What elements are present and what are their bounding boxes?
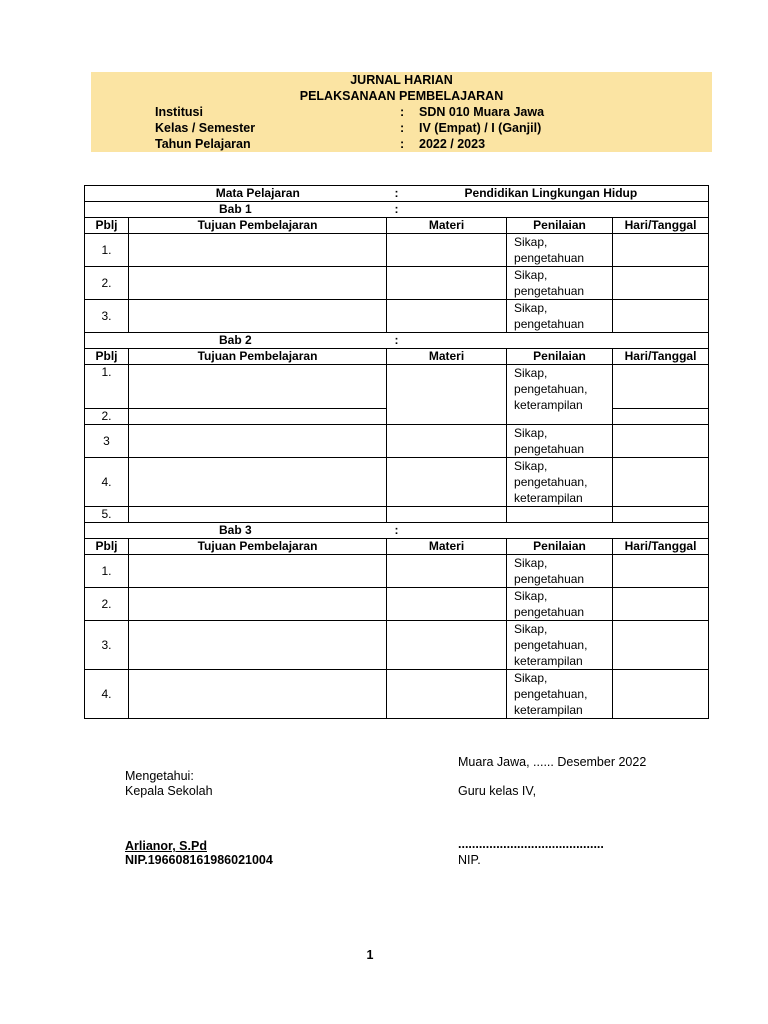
- row-number: 1.: [85, 555, 129, 588]
- penilaian-cell[interactable]: [507, 507, 613, 523]
- col-materi: Materi: [387, 218, 507, 234]
- penilaian-line: pengetahuan,: [514, 638, 588, 652]
- guru-kelas-label: Guru kelas IV,: [458, 784, 537, 798]
- col-pblj: Pblj: [85, 539, 129, 555]
- hari-tanggal-cell[interactable]: [613, 588, 709, 621]
- penilaian-cell: [507, 555, 613, 588]
- penilaian-line: Sikap,: [514, 589, 548, 603]
- penilaian-line: keterampilan: [514, 398, 583, 412]
- table-row: [85, 234, 709, 267]
- col-hari-tanggal: Hari/Tanggal: [613, 218, 709, 234]
- penilaian-line: pengetahuan: [514, 284, 585, 298]
- hari-tanggal-cell[interactable]: [613, 234, 709, 267]
- penilaian-cell: [507, 458, 613, 507]
- info-value: SDN 010 Muara Jawa: [419, 105, 545, 119]
- mata-pelajaran-label: Mata Pelajaran: [85, 186, 387, 202]
- row-number: 1.: [85, 365, 129, 409]
- materi-cell[interactable]: [387, 267, 507, 300]
- guru-nip: NIP.: [458, 853, 481, 867]
- tujuan-cell[interactable]: [129, 507, 387, 523]
- hari-tanggal-cell[interactable]: [613, 409, 709, 425]
- guru-name-placeholder: ..........................................: [458, 837, 604, 851]
- mata-pelajaran-value: Pendidikan Lingkungan Hidup: [507, 186, 709, 202]
- info-row-tahun: [91, 136, 712, 152]
- tujuan-cell[interactable]: [129, 267, 387, 300]
- row-number: 1.: [85, 234, 129, 267]
- tujuan-cell[interactable]: [129, 670, 387, 719]
- materi-cell[interactable]: [387, 458, 507, 507]
- penilaian-cell: [507, 621, 613, 670]
- col-materi: Materi: [387, 349, 507, 365]
- col-penilaian: Penilaian: [507, 218, 613, 234]
- kepala-sekolah-nip: NIP.196608161986021004: [125, 853, 273, 867]
- hari-tanggal-cell[interactable]: [613, 267, 709, 300]
- col-penilaian: Penilaian: [507, 539, 613, 555]
- table-row: [85, 588, 709, 621]
- col-penilaian: Penilaian: [507, 349, 613, 365]
- penilaian-line: keterampilan: [514, 703, 583, 717]
- col-tujuan: Tujuan Pembelajaran: [129, 218, 387, 234]
- col-materi: Materi: [387, 539, 507, 555]
- row-number: 3.: [85, 300, 129, 333]
- row-number: 4.: [85, 670, 129, 719]
- info-label: Institusi: [155, 105, 203, 119]
- col-pblj: Pblj: [85, 218, 129, 234]
- mata-pelajaran-row: [85, 186, 709, 202]
- materi-cell[interactable]: [387, 507, 507, 523]
- row-number: 2.: [85, 267, 129, 300]
- tujuan-cell[interactable]: [129, 555, 387, 588]
- hari-tanggal-cell[interactable]: [613, 670, 709, 719]
- materi-cell[interactable]: [387, 234, 507, 267]
- penilaian-line: Sikap,: [514, 459, 548, 473]
- penilaian-line: Sikap,: [514, 622, 548, 636]
- hari-tanggal-cell[interactable]: [613, 621, 709, 670]
- penilaian-line: Sikap,: [514, 268, 548, 282]
- kepala-sekolah-label: Kepala Sekolah: [125, 784, 213, 798]
- penilaian-line: pengetahuan,: [514, 475, 588, 489]
- table-row: [85, 621, 709, 670]
- table-row: [85, 458, 709, 507]
- info-colon: :: [400, 105, 405, 119]
- row-number: 2.: [85, 409, 129, 425]
- penilaian-cell: [507, 425, 613, 458]
- materi-cell[interactable]: [387, 365, 507, 425]
- penilaian-cell: [507, 234, 613, 267]
- row-number: 3: [85, 425, 129, 458]
- tujuan-cell[interactable]: [129, 588, 387, 621]
- tujuan-cell[interactable]: [129, 458, 387, 507]
- info-value: 2022 / 2023: [419, 137, 486, 151]
- bab-label: Bab 1: [85, 202, 387, 218]
- penilaian-line: keterampilan: [514, 654, 583, 668]
- penilaian-cell: [507, 267, 613, 300]
- table-row: [85, 267, 709, 300]
- info-row-kelas: [91, 120, 712, 136]
- hari-tanggal-cell[interactable]: [613, 507, 709, 523]
- document-subtitle: PELAKSANAAN PEMBELAJARAN: [299, 89, 504, 103]
- table-row: [85, 425, 709, 458]
- col-tujuan: Tujuan Pembelajaran: [129, 349, 387, 365]
- mata-pelajaran-colon: :: [387, 186, 507, 202]
- table-row: [85, 670, 709, 719]
- penilaian-line: pengetahuan: [514, 572, 585, 586]
- hari-tanggal-cell[interactable]: [613, 425, 709, 458]
- column-header-row: [85, 349, 709, 365]
- bab-row: [85, 333, 709, 349]
- penilaian-cell: [507, 588, 613, 621]
- tujuan-cell[interactable]: [129, 300, 387, 333]
- table-row: [85, 507, 709, 523]
- penilaian-line: pengetahuan: [514, 251, 585, 265]
- penilaian-line: Sikap,: [514, 556, 548, 570]
- penilaian-cell: [507, 365, 613, 425]
- hari-tanggal-cell[interactable]: [613, 300, 709, 333]
- bab-label: Bab 2: [85, 333, 387, 349]
- info-value: IV (Empat) / I (Ganjil): [419, 121, 542, 135]
- journal-table: [84, 185, 709, 719]
- column-header-row: [85, 218, 709, 234]
- tujuan-cell[interactable]: [129, 365, 387, 409]
- hari-tanggal-cell[interactable]: [613, 458, 709, 507]
- table-row: [85, 365, 709, 409]
- bab-colon: :: [387, 333, 709, 349]
- col-hari-tanggal: Hari/Tanggal: [613, 349, 709, 365]
- info-label: Tahun Pelajaran: [155, 137, 251, 151]
- row-number: 4.: [85, 458, 129, 507]
- materi-cell[interactable]: [387, 621, 507, 670]
- materi-cell[interactable]: [387, 300, 507, 333]
- table-row: [85, 300, 709, 333]
- bab-row: [85, 523, 709, 539]
- bab-row: [85, 202, 709, 218]
- penilaian-line: pengetahuan,: [514, 687, 588, 701]
- tujuan-cell[interactable]: [129, 621, 387, 670]
- bab-colon: :: [387, 523, 709, 539]
- info-colon: :: [400, 121, 405, 135]
- hari-tanggal-cell[interactable]: [613, 365, 709, 409]
- info-colon: :: [400, 137, 405, 151]
- tujuan-cell[interactable]: [129, 234, 387, 267]
- materi-cell[interactable]: [387, 588, 507, 621]
- col-hari-tanggal: Hari/Tanggal: [613, 539, 709, 555]
- place-date: Muara Jawa, ...... Desember 2022: [458, 755, 647, 769]
- bab-colon: :: [387, 202, 709, 218]
- materi-cell[interactable]: [387, 425, 507, 458]
- mengetahui-label: Mengetahui:: [125, 769, 194, 783]
- penilaian-line: pengetahuan,: [514, 382, 588, 396]
- penilaian-line: Sikap,: [514, 301, 548, 315]
- table-row: [85, 555, 709, 588]
- row-number: 3.: [85, 621, 129, 670]
- penilaian-line: Sikap,: [514, 426, 548, 440]
- penilaian-line: pengetahuan: [514, 317, 585, 331]
- kepala-sekolah-name: Arlianor, S.Pd: [125, 839, 207, 853]
- penilaian-line: keterampilan: [514, 491, 583, 505]
- materi-cell[interactable]: [387, 555, 507, 588]
- page-number: 1: [366, 948, 374, 962]
- info-row-institusi: [91, 104, 712, 120]
- penilaian-cell: [507, 300, 613, 333]
- row-number: 2.: [85, 588, 129, 621]
- tujuan-cell[interactable]: [129, 425, 387, 458]
- info-label: Kelas / Semester: [155, 121, 256, 135]
- bab-label: Bab 3: [85, 523, 387, 539]
- column-header-row: [85, 539, 709, 555]
- penilaian-line: Sikap,: [514, 235, 548, 249]
- materi-cell[interactable]: [387, 670, 507, 719]
- tujuan-cell[interactable]: [129, 409, 387, 425]
- document-title: JURNAL HARIAN: [350, 73, 453, 87]
- penilaian-line: pengetahuan: [514, 442, 585, 456]
- penilaian-line: pengetahuan: [514, 605, 585, 619]
- penilaian-line: Sikap,: [514, 366, 548, 380]
- penilaian-line: Sikap,: [514, 671, 548, 685]
- hari-tanggal-cell[interactable]: [613, 555, 709, 588]
- col-tujuan: Tujuan Pembelajaran: [129, 539, 387, 555]
- row-number: 5.: [85, 507, 129, 523]
- penilaian-cell: [507, 670, 613, 719]
- document-header: [91, 72, 712, 152]
- col-pblj: Pblj: [85, 349, 129, 365]
